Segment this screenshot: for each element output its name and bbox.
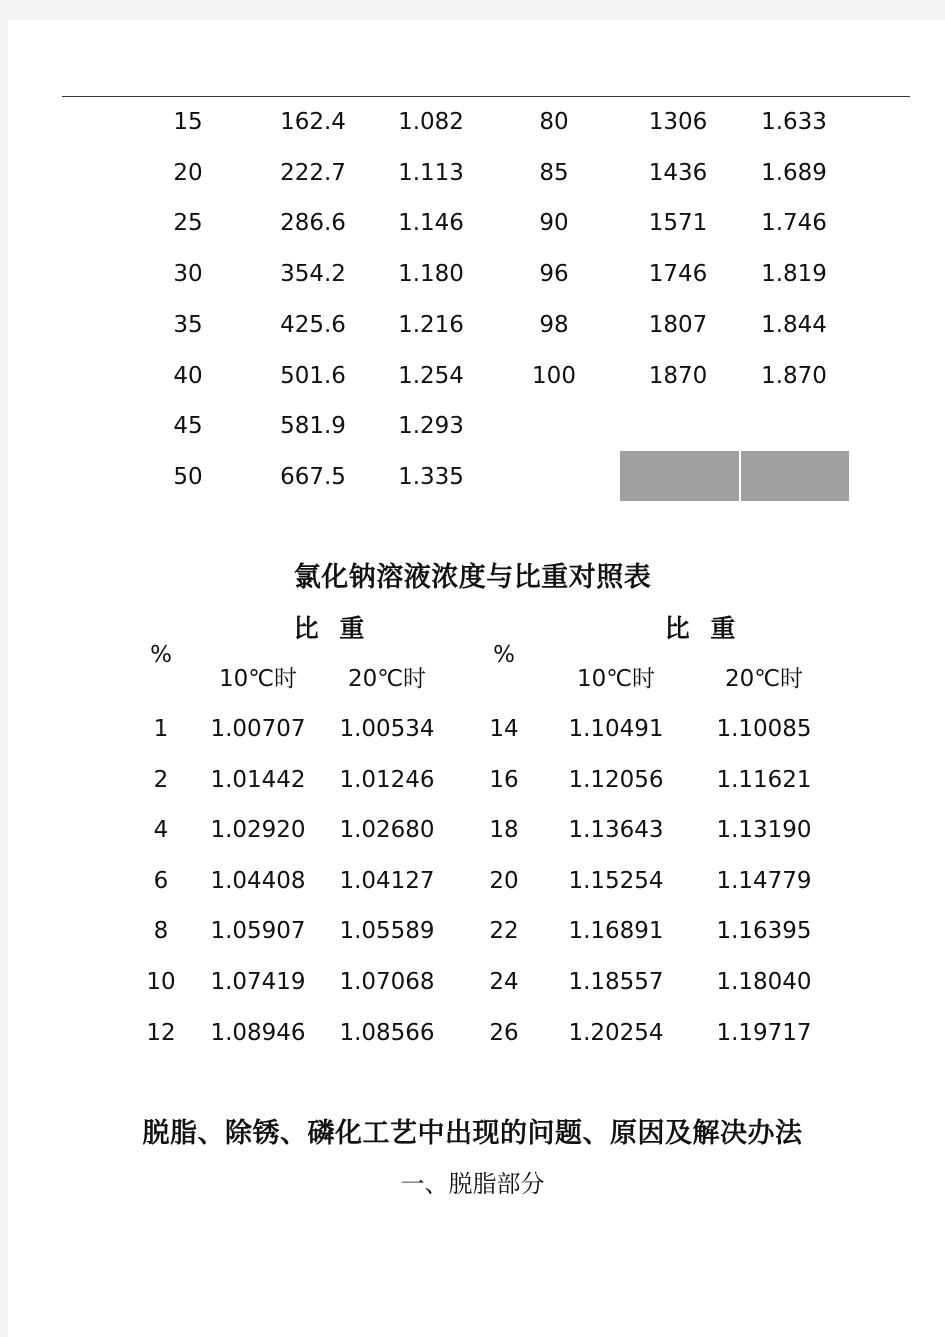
table2-cell: 12 xyxy=(146,1019,176,1046)
table2-cell: 1.07419 xyxy=(210,969,306,995)
table1-cell: 45 xyxy=(173,413,203,440)
table1-cell: 1436 xyxy=(648,159,708,186)
table2-cell: 1.00707 xyxy=(210,716,306,742)
table2-cell: 1.19717 xyxy=(716,1019,812,1046)
table2-cell: 6 xyxy=(153,867,169,894)
table2-cell: 1.04408 xyxy=(210,867,306,894)
top-rule xyxy=(62,96,910,97)
table2-cell: 1.18557 xyxy=(568,969,664,995)
table1-cell: 354.2 xyxy=(280,261,346,288)
table2-cell: 1.13190 xyxy=(716,817,812,844)
table2-cell: 22 xyxy=(489,918,519,945)
table1-cell: 98 xyxy=(539,311,569,338)
section-title: 脱脂、除锈、磷化工艺中出现的问题、原因及解决办法 xyxy=(142,1118,803,1149)
table2-cell: 1.16891 xyxy=(568,918,664,945)
table2-cell: 1.08566 xyxy=(339,1019,435,1046)
table1-cell: 96 xyxy=(539,261,569,288)
table2-cell: 1.01442 xyxy=(210,766,306,793)
table1-cell: 667.5 xyxy=(280,463,346,490)
table2-cell: 8 xyxy=(153,918,169,945)
col-header-10c-right: 10℃时 xyxy=(576,666,656,692)
table1-cell: 100 xyxy=(532,362,576,389)
table2-cell: 1.05907 xyxy=(210,918,306,945)
table1-cell: 1.689 xyxy=(761,159,827,186)
table2-cell: 1.07068 xyxy=(339,969,435,995)
table2-cell: 1.18040 xyxy=(716,969,812,995)
table1-cell: 1.180 xyxy=(398,261,464,288)
table1-cell: 286.6 xyxy=(280,210,346,237)
table1-cell: 1571 xyxy=(648,210,708,237)
table2-cell: 2 xyxy=(153,766,169,793)
table1-cell: 20 xyxy=(173,159,203,186)
table1-cell: 581.9 xyxy=(280,413,346,440)
table2-cell: 1.00534 xyxy=(339,716,435,742)
table2-cell: 16 xyxy=(489,766,519,793)
table1-cell: 85 xyxy=(539,159,569,186)
nacl-table-title: 氯化钠溶液浓度与比重对照表 xyxy=(293,562,652,593)
specific-gravity-header-right: 比 重 xyxy=(664,614,742,643)
table2-cell: 1.01246 xyxy=(339,766,435,793)
table2-cell: 1.04127 xyxy=(339,867,435,894)
table1-cell: 1870 xyxy=(648,362,708,389)
table2-cell: 4 xyxy=(153,817,169,844)
table1-cell: 1.293 xyxy=(398,413,464,440)
table1-cell: 1.146 xyxy=(398,210,464,237)
table2-cell: 1 xyxy=(153,716,169,742)
table1-cell: 1.870 xyxy=(761,362,827,389)
table1-cell: 1.844 xyxy=(761,311,827,338)
table1-cell: 501.6 xyxy=(280,362,346,389)
table1-cell: 1807 xyxy=(648,311,708,338)
table1-cell: 50 xyxy=(173,463,203,490)
table2-cell: 1.14779 xyxy=(716,867,812,894)
table2-cell: 1.12056 xyxy=(568,766,664,793)
table1-cell: 1.254 xyxy=(398,362,464,389)
table2-cell: 18 xyxy=(489,817,519,844)
table1-cell: 1.819 xyxy=(761,261,827,288)
table2-cell: 1.10085 xyxy=(716,716,812,742)
table2-cell: 1.20254 xyxy=(568,1019,664,1046)
percent-header-left: % xyxy=(150,642,172,668)
table2-cell: 1.02680 xyxy=(339,817,435,844)
col-header-10c-left: 10℃时 xyxy=(218,666,298,692)
table2-cell: 1.10491 xyxy=(568,716,664,742)
table1-cell: 425.6 xyxy=(280,311,346,338)
percent-header-right: % xyxy=(493,642,515,668)
table2-cell: 1.11621 xyxy=(716,766,812,793)
table1-cell: 1.082 xyxy=(398,109,464,135)
table2-cell: 26 xyxy=(489,1019,519,1046)
table1-cell: 35 xyxy=(173,311,203,338)
table1-cell: 1.113 xyxy=(398,159,464,186)
table1-cell: 1.746 xyxy=(761,210,827,237)
table1-cell: 1746 xyxy=(648,261,708,288)
specific-gravity-header-left: 比 重 xyxy=(293,614,371,643)
table1-cell: 162.4 xyxy=(280,109,346,135)
table1-cell: 1306 xyxy=(648,109,708,135)
col-header-20c-left: 20℃时 xyxy=(347,666,427,692)
table2-cell: 1.13643 xyxy=(568,817,664,844)
table2-cell: 20 xyxy=(489,867,519,894)
table2-cell: 14 xyxy=(489,716,519,742)
col-header-20c-right: 20℃时 xyxy=(724,666,804,692)
table-filler-cell xyxy=(620,451,739,501)
table1-cell: 40 xyxy=(173,362,203,389)
table2-cell: 1.05589 xyxy=(339,918,435,945)
table2-cell: 10 xyxy=(146,969,176,995)
table1-cell: 15 xyxy=(173,109,203,135)
table1-cell: 25 xyxy=(173,210,203,237)
table1-cell: 80 xyxy=(539,109,569,135)
table1-cell: 30 xyxy=(173,261,203,288)
table2-cell: 1.15254 xyxy=(568,867,664,894)
table1-cell: 1.335 xyxy=(398,463,464,490)
table2-cell: 1.16395 xyxy=(716,918,812,945)
table1-cell: 222.7 xyxy=(280,159,346,186)
table1-cell: 1.216 xyxy=(398,311,464,338)
table2-cell: 1.02920 xyxy=(210,817,306,844)
table2-cell: 24 xyxy=(489,969,519,995)
table1-cell: 1.633 xyxy=(761,109,827,135)
table-filler-cell xyxy=(741,451,849,501)
table1-cell: 90 xyxy=(539,210,569,237)
table2-cell: 1.08946 xyxy=(210,1019,306,1046)
section-subtitle: 一、脱脂部分 xyxy=(400,1170,545,1198)
